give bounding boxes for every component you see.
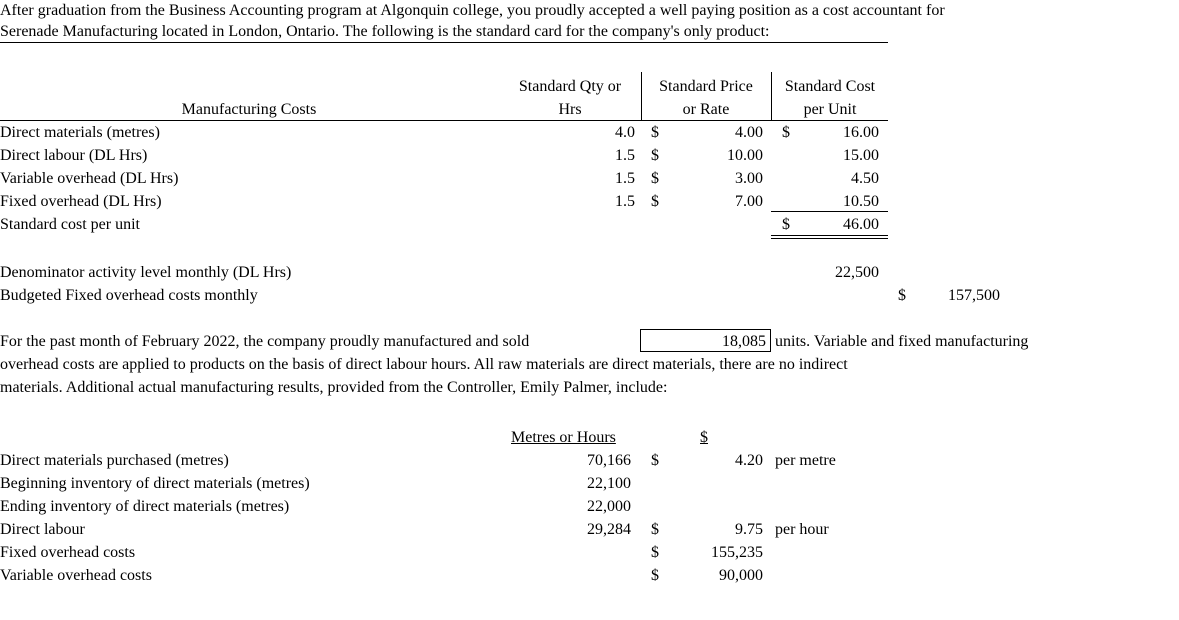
actual-row-label: Direct labour bbox=[0, 521, 85, 538]
std-total-dollar: $ bbox=[782, 216, 790, 233]
header-cost-line2: per Unit bbox=[803, 101, 857, 118]
actual-row-qty: 22,000 bbox=[587, 498, 631, 515]
february-prefix: For the past month of February 2022, the company proudly manufactured and sold bbox=[0, 333, 530, 350]
actual-row-qty: 22,100 bbox=[587, 475, 631, 492]
total-top-border bbox=[771, 211, 888, 212]
february-line-2: overhead costs are applied to products on the basis of direct labour hours. All raw materials are direct materials, there are no indirect bbox=[0, 356, 848, 373]
february-suffix: units. Variable and fixed manufacturing bbox=[775, 333, 1029, 350]
budgeted-fixed-dollar: $ bbox=[898, 287, 906, 304]
denominator-value: 22,500 bbox=[835, 264, 879, 281]
total-double-border-2 bbox=[771, 238, 888, 239]
header-price-line2: or Rate bbox=[682, 101, 730, 118]
std-row-price: 3.00 bbox=[735, 170, 763, 187]
std-row-label: Direct materials (metres) bbox=[0, 124, 160, 141]
header-cost-line1: Standard Cost bbox=[784, 78, 876, 95]
std-total-label: Standard cost per unit bbox=[0, 216, 140, 233]
std-row-label: Variable overhead (DL Hrs) bbox=[0, 170, 179, 187]
actual-row-dollar: $ bbox=[651, 567, 659, 584]
std-row-qty: 1.5 bbox=[615, 170, 635, 187]
intro-line-2: Serenade Manufacturing located in London, Ontario. The following is the standard card for the company's only product: bbox=[0, 23, 770, 40]
units-value: 18,085 bbox=[722, 333, 766, 350]
actual-row-amount: 4.20 bbox=[735, 452, 763, 469]
std-row-dollar: $ bbox=[651, 147, 659, 164]
std-row-cost: 16.00 bbox=[843, 124, 879, 141]
actual-row-label: Variable overhead costs bbox=[0, 567, 152, 584]
actual-row-dollar: $ bbox=[651, 544, 659, 561]
std-row-price: 7.00 bbox=[735, 193, 763, 210]
header-qty-line1: Standard Qty or bbox=[518, 78, 622, 95]
std-row-dollar: $ bbox=[651, 170, 659, 187]
intro-divider bbox=[0, 42, 888, 43]
actuals-header-qty: Metres or Hours bbox=[511, 429, 616, 446]
actual-row-dollar: $ bbox=[651, 521, 659, 538]
denominator-label: Denominator activity level monthly (DL Hrs) bbox=[0, 264, 292, 281]
budgeted-fixed-value: 157,500 bbox=[948, 287, 1000, 304]
actual-row-unit: per hour bbox=[775, 521, 829, 538]
std-row-price: 4.00 bbox=[735, 124, 763, 141]
header-costs: Manufacturing Costs bbox=[181, 101, 317, 118]
actual-row-dollar: $ bbox=[651, 452, 659, 469]
std-row-dollar: $ bbox=[651, 193, 659, 210]
std-row-dollar: $ bbox=[651, 124, 659, 141]
actuals-header-dollar: $ bbox=[700, 429, 708, 446]
total-double-border-1 bbox=[771, 235, 888, 236]
header-price-line1: Standard Price bbox=[659, 78, 753, 95]
std-row-qty: 1.5 bbox=[615, 147, 635, 164]
intro-line-1: After graduation from the Business Accounting program at Algonquin college, you proudly accepted a well paying position as a cost accountant for bbox=[0, 2, 945, 19]
std-row-qty: 4.0 bbox=[615, 124, 635, 141]
std-row-cost: 15.00 bbox=[843, 147, 879, 164]
std-row-qty: 1.5 bbox=[615, 193, 635, 210]
actual-row-label: Beginning inventory of direct materials (metres) bbox=[0, 475, 310, 492]
actual-row-amount: 90,000 bbox=[719, 567, 763, 584]
std-row-cost: 10.50 bbox=[843, 193, 879, 210]
std-row-label: Direct labour (DL Hrs) bbox=[0, 147, 148, 164]
std-total-value: 46.00 bbox=[843, 216, 879, 233]
actual-row-label: Direct materials purchased (metres) bbox=[0, 452, 229, 469]
actual-row-amount: 155,235 bbox=[711, 544, 763, 561]
header-qty-line2: Hrs bbox=[558, 101, 582, 118]
budgeted-fixed-label: Budgeted Fixed overhead costs monthly bbox=[0, 287, 258, 304]
actual-row-label: Fixed overhead costs bbox=[0, 544, 136, 561]
actual-row-label: Ending inventory of direct materials (metres) bbox=[0, 498, 290, 515]
february-line-3: materials. Additional actual manufacturing results, provided from the Controller, Emily Palmer, include: bbox=[0, 379, 668, 396]
std-row-price: 10.00 bbox=[727, 147, 763, 164]
actual-row-qty: 70,166 bbox=[587, 452, 631, 469]
std-row-cost-dollar: $ bbox=[782, 124, 790, 141]
actual-row-qty: 29,284 bbox=[587, 521, 631, 538]
std-row-label: Fixed overhead (DL Hrs) bbox=[0, 193, 162, 210]
std-row-cost: 4.50 bbox=[851, 170, 879, 187]
header-underline bbox=[0, 120, 888, 121]
actual-row-unit: per metre bbox=[775, 452, 836, 469]
actual-row-amount: 9.75 bbox=[735, 521, 763, 538]
